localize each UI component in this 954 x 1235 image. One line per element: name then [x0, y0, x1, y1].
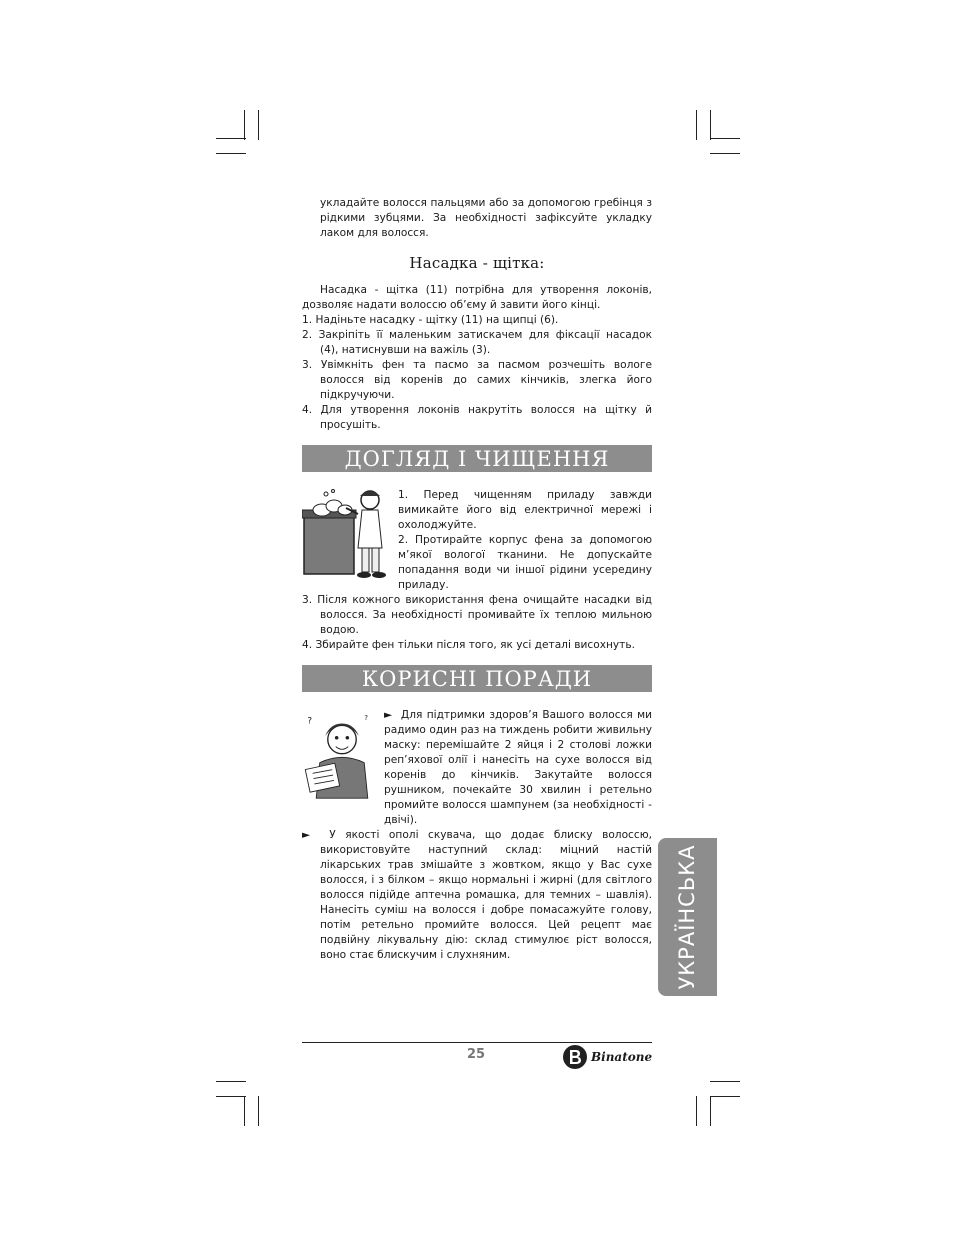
- crop-mark: [244, 1096, 245, 1126]
- crop-mark: [244, 110, 245, 140]
- care-item: 3. Після кожного використання фена очищайте насадки від волосся. За необхідності промивайте їх теплою мильною водою.: [302, 594, 652, 636]
- crop-mark: [216, 138, 246, 139]
- brush-description: Насадка - щітка (11) потрібна для утворення локонів, дозволяє надати волоссю об’єму й завити його кінці.: [302, 284, 652, 311]
- tip-item: [302, 828, 652, 963]
- crop-mark: [710, 153, 740, 154]
- brush-step: 3. Увімкніть фен та пасмо за пасмом розчешіть вологе волосся від коренів до самих кінчиків, злегка його підкручуючи.: [302, 359, 652, 401]
- language-tab: [658, 838, 717, 996]
- crop-mark: [710, 110, 711, 140]
- brand-logo: [562, 1044, 652, 1070]
- brand-name: Binatone: [591, 1050, 653, 1064]
- page-number: 25: [466, 1047, 486, 1062]
- care-item: 4. Збирайте фен тільки після того, як усі деталі висохнуть.: [302, 639, 635, 651]
- binatone-logo-icon: [562, 1044, 588, 1070]
- intro-paragraph: укладайте волосся пальцями або за допомогою гребінця з рідкими зубцями. За необхідності зафіксуйте укладку лаком для волосся.: [320, 197, 652, 239]
- brush-step: 2. Закріпіть її маленьким затискачем для фіксації насадок (4), натиснувши на важіль (3).: [302, 329, 652, 356]
- cleaning-illustration: [302, 488, 392, 588]
- crop-mark: [710, 1096, 740, 1097]
- brush-step: 4. Для утворення локонів накрутіть волосся на щітку й просушіть.: [302, 404, 652, 431]
- language-tab-label: УКРАЇНСЬКА: [675, 844, 699, 990]
- crop-mark: [216, 153, 246, 154]
- tips-section-heading: КОРИСНІ ПОРАДИ: [302, 665, 652, 692]
- tip-text: Для підтримки здоров’я Вашого волосся ми радимо один раз на тиждень робити живильну маску: перемішайте 2 яйця і 2 столові ложки реп’яхової олії і нанесіть на сухе волосся від коренів до кінчиків. Закутайте волосся рушником, почекайте 30 хвилин і ретельно промийте волосся шампунем (за необхідності - двічі).: [384, 709, 652, 826]
- bullet-icon: ►: [384, 709, 393, 721]
- care-block: [302, 488, 652, 593]
- bullet-icon: ►: [302, 829, 311, 841]
- care-item: 2. Протирайте корпус фена за допомогою м’якої вологої тканини. Не допускайте попадання води чи іншої рідини усередину приладу.: [398, 534, 652, 591]
- crop-mark: [258, 110, 259, 140]
- crop-mark: [710, 138, 740, 139]
- tips-side-text: [384, 708, 652, 828]
- svg-text:?: ?: [307, 716, 313, 727]
- crop-mark: [258, 1096, 259, 1126]
- crop-mark: [696, 1096, 697, 1126]
- crop-mark: [710, 1081, 740, 1082]
- brush-subheading: Насадка - щітка:: [409, 254, 545, 272]
- crop-mark: [710, 1096, 711, 1126]
- crop-mark: [696, 110, 697, 140]
- brush-step: 1. Надіньте насадку - щітку (11) на щипці (6).: [302, 314, 559, 326]
- care-item: 1. Перед чищенням приладу завжди вимикайте його від електричної мережі і охолоджуйте.: [398, 489, 652, 531]
- care-section-heading: ДОГЛЯД І ЧИЩЕННЯ: [302, 445, 652, 472]
- page-content: [302, 196, 652, 963]
- care-side-text: [398, 488, 652, 593]
- tip-item: [384, 708, 652, 828]
- crop-mark: [216, 1081, 246, 1082]
- svg-text:?: ?: [364, 712, 369, 722]
- reading-person-illustration: [302, 708, 382, 803]
- crop-mark: [216, 1096, 246, 1097]
- tips-block: [302, 708, 652, 828]
- footer-rule: [302, 1042, 652, 1043]
- tip-text: У якості ополі скувача, що додає блиску волоссю, використовуйте наступний склад: міцний настій лікарських трав змішайте з жовтком, якщо у Вас сухе волосся, і з білком – якщо нормальні і жирні (для світлого волосся підійде аптечна ромашка, для темних – шавлія). Нанесіть суміш на волосся і добре помасажуйте голову, потім ретельно промийте волосся. Цей рецепт має подвійну лікувальну дію: склад стимулює ріст волосся, воно стає блискучим і слухняним.: [320, 829, 652, 961]
